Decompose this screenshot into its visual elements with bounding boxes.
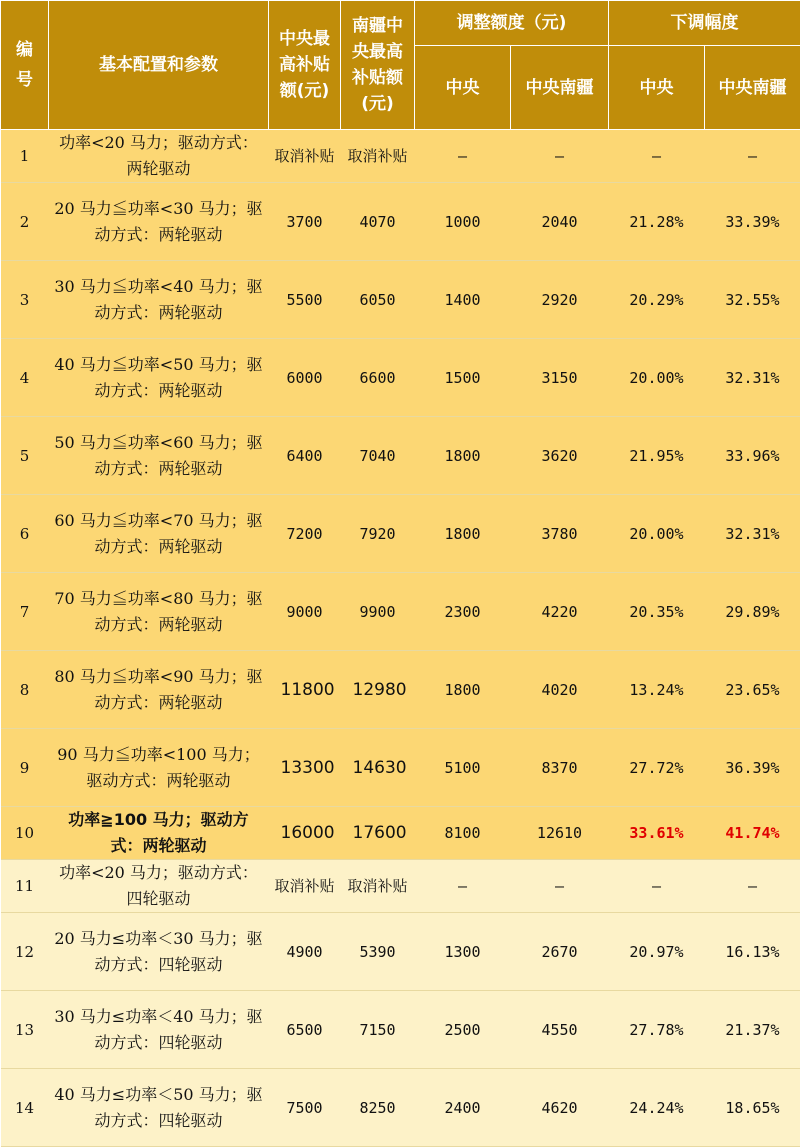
row-number: 3 xyxy=(1,261,49,339)
subheader-down-central: 中央 xyxy=(609,46,705,130)
row-nanjiang-max: 14630 xyxy=(341,729,415,807)
row-number: 12 xyxy=(1,913,49,991)
row-adjust-nanjiang: – xyxy=(511,130,609,183)
row-adjust-central: 2300 xyxy=(415,573,511,651)
row-config: 50 马力≦功率<60 马力；驱动方式：两轮驱动 xyxy=(49,417,269,495)
row-central-max: 7500 xyxy=(269,1069,341,1147)
row-down-central: 20.29% xyxy=(609,261,705,339)
header-down: 下调幅度 xyxy=(609,1,800,46)
row-nanjiang-max: 取消补贴 xyxy=(341,130,415,183)
table-row xyxy=(1,651,800,729)
table-row xyxy=(1,130,800,183)
table-row xyxy=(1,913,800,991)
row-nanjiang-max: 17600 xyxy=(341,807,415,860)
table-row xyxy=(1,495,800,573)
row-adjust-central: – xyxy=(415,130,511,183)
row-nanjiang-max: 9900 xyxy=(341,573,415,651)
table-row xyxy=(1,860,800,913)
row-adjust-nanjiang: 2670 xyxy=(511,913,609,991)
subheader-down-nanjiang: 中央南疆 xyxy=(705,46,800,130)
row-adjust-nanjiang: 4020 xyxy=(511,651,609,729)
row-down-central: 24.24% xyxy=(609,1069,705,1147)
row-nanjiang-max: 取消补贴 xyxy=(341,860,415,913)
row-nanjiang-max: 4070 xyxy=(341,183,415,261)
header-nanjiang-max: 南疆中央最高补贴额(元) xyxy=(341,1,415,130)
row-adjust-central: 1800 xyxy=(415,495,511,573)
row-down-central: 20.00% xyxy=(609,495,705,573)
row-down-central: 21.28% xyxy=(609,183,705,261)
row-number: 7 xyxy=(1,573,49,651)
table-row xyxy=(1,183,800,261)
row-central-max: 6400 xyxy=(269,417,341,495)
row-central-max: 取消补贴 xyxy=(269,860,341,913)
row-adjust-nanjiang: 4220 xyxy=(511,573,609,651)
row-number: 11 xyxy=(1,860,49,913)
table-row xyxy=(1,339,800,417)
row-adjust-central: 1500 xyxy=(415,339,511,417)
row-adjust-central: 1800 xyxy=(415,417,511,495)
header-no: 编号 xyxy=(1,1,49,130)
row-adjust-nanjiang: – xyxy=(511,860,609,913)
row-number: 2 xyxy=(1,183,49,261)
row-adjust-central: 1800 xyxy=(415,651,511,729)
row-config: 80 马力≦功率<90 马力；驱动方式：两轮驱动 xyxy=(49,651,269,729)
header-config: 基本配置和参数 xyxy=(49,1,269,130)
row-adjust-nanjiang: 4620 xyxy=(511,1069,609,1147)
row-number: 10 xyxy=(1,807,49,860)
row-number: 9 xyxy=(1,729,49,807)
row-nanjiang-max: 6600 xyxy=(341,339,415,417)
row-down-nanjiang: 32.31% xyxy=(705,339,800,417)
row-adjust-nanjiang: 4550 xyxy=(511,991,609,1069)
row-adjust-nanjiang: 2920 xyxy=(511,261,609,339)
row-down-nanjiang: 16.13% xyxy=(705,913,800,991)
row-config: 20 马力≤功率＜30 马力；驱动方式：四轮驱动 xyxy=(49,913,269,991)
row-adjust-nanjiang: 12610 xyxy=(511,807,609,860)
row-adjust-nanjiang: 3620 xyxy=(511,417,609,495)
row-nanjiang-max: 7150 xyxy=(341,991,415,1069)
row-down-nanjiang: 21.37% xyxy=(705,991,800,1069)
row-config: 30 马力≦功率<40 马力；驱动方式：两轮驱动 xyxy=(49,261,269,339)
row-central-max: 11800 xyxy=(269,651,341,729)
row-number: 4 xyxy=(1,339,49,417)
table-row xyxy=(1,991,800,1069)
row-nanjiang-max: 12980 xyxy=(341,651,415,729)
row-central-max: 3700 xyxy=(269,183,341,261)
row-number: 14 xyxy=(1,1069,49,1147)
row-down-nanjiang: 33.39% xyxy=(705,183,800,261)
row-central-max: 6500 xyxy=(269,991,341,1069)
row-central-max: 13300 xyxy=(269,729,341,807)
subheader-adjust-central: 中央 xyxy=(415,46,511,130)
row-adjust-central: 2400 xyxy=(415,1069,511,1147)
row-adjust-central: 1000 xyxy=(415,183,511,261)
row-number: 8 xyxy=(1,651,49,729)
table-row xyxy=(1,573,800,651)
row-adjust-nanjiang: 2040 xyxy=(511,183,609,261)
row-down-central: 13.24% xyxy=(609,651,705,729)
row-down-nanjiang: 41.74% xyxy=(705,807,800,860)
table-row xyxy=(1,729,800,807)
row-central-max: 5500 xyxy=(269,261,341,339)
row-config: 40 马力≤功率＜50 马力；驱动方式：四轮驱动 xyxy=(49,1069,269,1147)
row-config: 60 马力≦功率<70 马力；驱动方式：两轮驱动 xyxy=(49,495,269,573)
row-adjust-central: 5100 xyxy=(415,729,511,807)
table-row xyxy=(1,1069,800,1147)
table-row xyxy=(1,807,800,860)
row-config: 功率<20 马力；驱动方式：四轮驱动 xyxy=(49,860,269,913)
row-down-nanjiang: 29.89% xyxy=(705,573,800,651)
header-central-max: 中央最高补贴额(元) xyxy=(269,1,341,130)
header-adjust: 调整额度（元) xyxy=(415,1,609,46)
row-config: 20 马力≦功率<30 马力；驱动方式：两轮驱动 xyxy=(49,183,269,261)
row-nanjiang-max: 7920 xyxy=(341,495,415,573)
row-down-central: 20.97% xyxy=(609,913,705,991)
row-adjust-central: 8100 xyxy=(415,807,511,860)
row-central-max: 16000 xyxy=(269,807,341,860)
row-central-max: 取消补贴 xyxy=(269,130,341,183)
row-number: 5 xyxy=(1,417,49,495)
table-row xyxy=(1,417,800,495)
row-down-central: 20.00% xyxy=(609,339,705,417)
row-down-nanjiang: 33.96% xyxy=(705,417,800,495)
row-central-max: 4900 xyxy=(269,913,341,991)
row-config: 30 马力≤功率＜40 马力；驱动方式：四轮驱动 xyxy=(49,991,269,1069)
row-config: 功率≧100 马力；驱动方式：两轮驱动 xyxy=(49,807,269,860)
row-adjust-nanjiang: 3780 xyxy=(511,495,609,573)
row-config: 40 马力≦功率<50 马力；驱动方式：两轮驱动 xyxy=(49,339,269,417)
row-nanjiang-max: 8250 xyxy=(341,1069,415,1147)
row-number: 1 xyxy=(1,130,49,183)
row-down-nanjiang: – xyxy=(705,130,800,183)
row-central-max: 6000 xyxy=(269,339,341,417)
row-adjust-central: 2500 xyxy=(415,991,511,1069)
row-adjust-central: 1300 xyxy=(415,913,511,991)
row-config: 70 马力≦功率<80 马力；驱动方式：两轮驱动 xyxy=(49,573,269,651)
row-down-nanjiang: 36.39% xyxy=(705,729,800,807)
row-down-nanjiang: 32.55% xyxy=(705,261,800,339)
row-adjust-nanjiang: 3150 xyxy=(511,339,609,417)
row-down-central: 27.72% xyxy=(609,729,705,807)
row-adjust-nanjiang: 8370 xyxy=(511,729,609,807)
row-number: 13 xyxy=(1,991,49,1069)
row-nanjiang-max: 7040 xyxy=(341,417,415,495)
row-number: 6 xyxy=(1,495,49,573)
row-nanjiang-max: 5390 xyxy=(341,913,415,991)
row-config: 功率<20 马力；驱动方式：两轮驱动 xyxy=(49,130,269,183)
row-adjust-central: – xyxy=(415,860,511,913)
row-central-max: 9000 xyxy=(269,573,341,651)
row-down-central: 20.35% xyxy=(609,573,705,651)
row-down-central: – xyxy=(609,130,705,183)
row-down-nanjiang: 32.31% xyxy=(705,495,800,573)
row-down-nanjiang: – xyxy=(705,860,800,913)
row-nanjiang-max: 6050 xyxy=(341,261,415,339)
row-down-central: – xyxy=(609,860,705,913)
row-down-central: 27.78% xyxy=(609,991,705,1069)
row-down-central: 21.95% xyxy=(609,417,705,495)
row-adjust-central: 1400 xyxy=(415,261,511,339)
row-config: 90 马力≦功率<100 马力；驱动方式：两轮驱动 xyxy=(49,729,269,807)
row-down-nanjiang: 23.65% xyxy=(705,651,800,729)
table-row xyxy=(1,261,800,339)
row-central-max: 7200 xyxy=(269,495,341,573)
row-down-central: 33.61% xyxy=(609,807,705,860)
row-down-nanjiang: 18.65% xyxy=(705,1069,800,1147)
subheader-adjust-nanjiang: 中央南疆 xyxy=(511,46,609,130)
